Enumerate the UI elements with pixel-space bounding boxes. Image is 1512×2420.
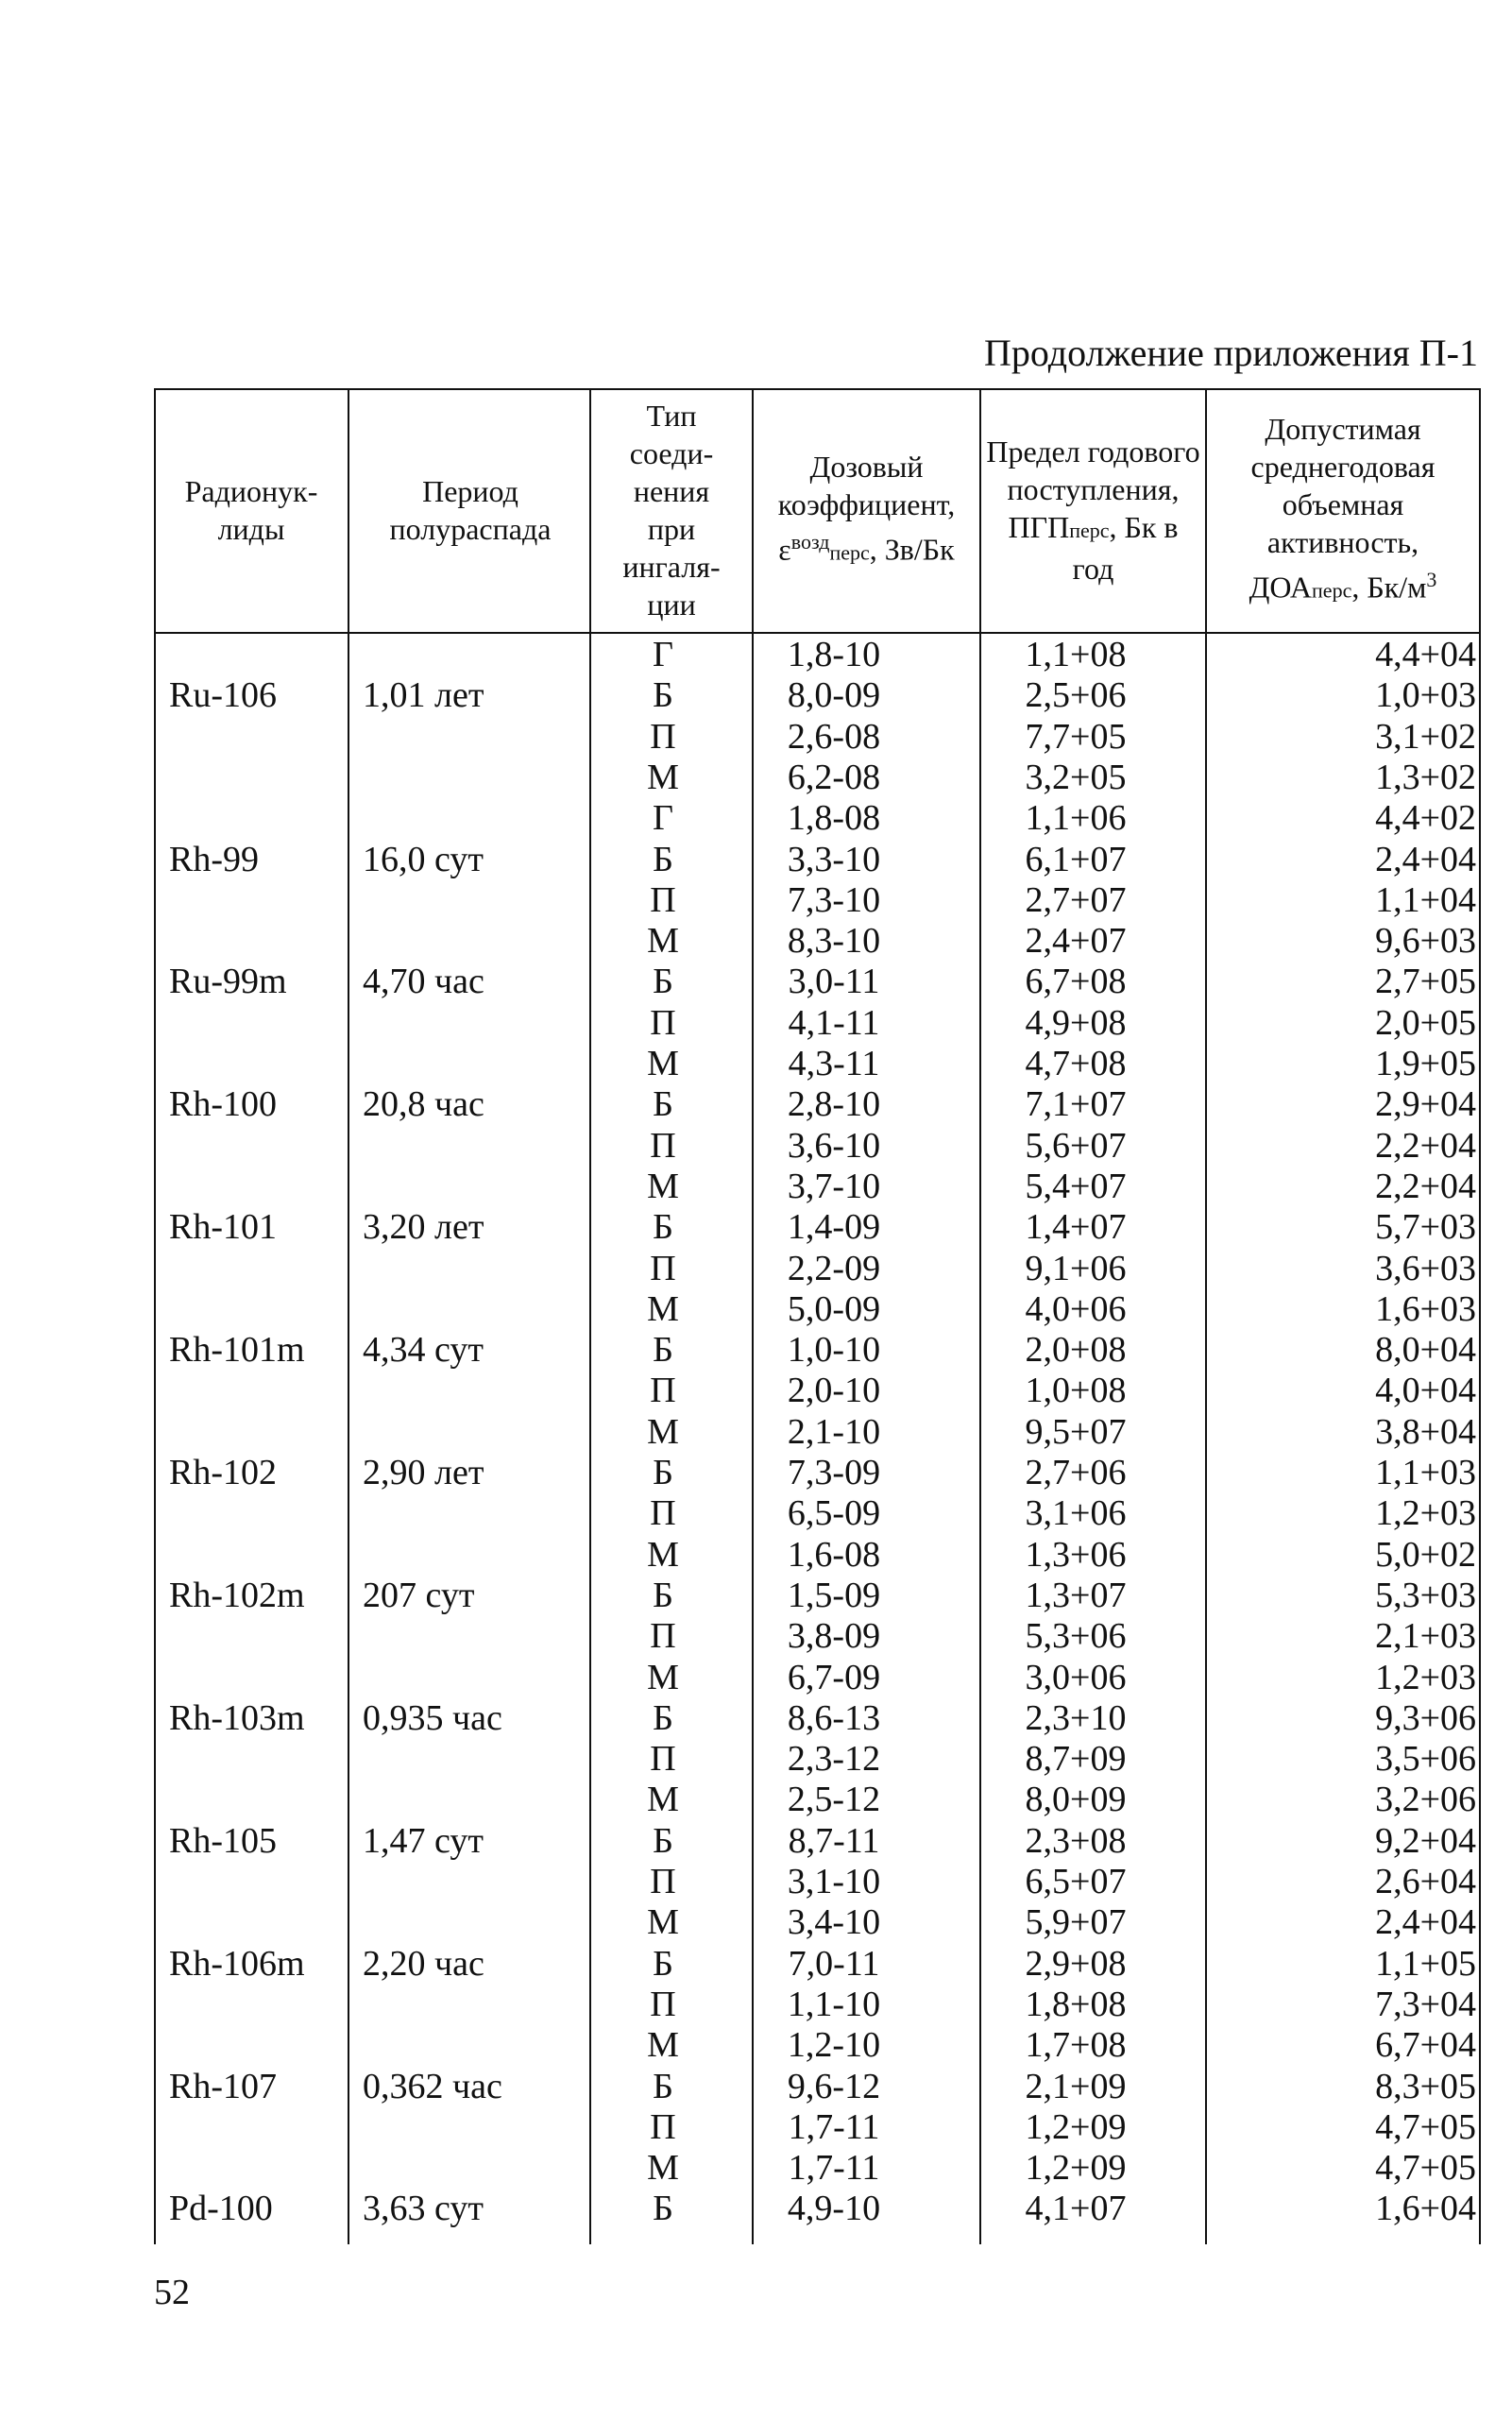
intake-limit-cell: 8,0+09	[1025, 1780, 1127, 1820]
intake-limit-cell: 1,8+08	[1025, 1984, 1127, 2024]
activity-cell: 1,1+03	[1375, 1453, 1476, 1492]
dose-coef-cell: 5,0-09	[787, 1288, 881, 1329]
dose-coef-cell: 1,6-08	[787, 1534, 881, 1575]
compound-type-cell: М	[647, 1780, 679, 1820]
header-intake-limit	[981, 388, 1205, 632]
activity-cell: 1,6+04	[1375, 2189, 1476, 2229]
table-row	[154, 1821, 1481, 1862]
table-row	[154, 1902, 1481, 1943]
intake-limit-cell: 1,1+08	[1025, 635, 1127, 674]
activity-cell: 1,3+02	[1375, 757, 1476, 797]
header-compound-type	[591, 388, 752, 632]
intake-limit-cell: 2,3+10	[1025, 1697, 1127, 1738]
dose-coef-cell: 2,6-08	[787, 716, 881, 757]
compound-type-cell: Б	[653, 1697, 673, 1738]
intake-limit-cell: 2,4+07	[1025, 921, 1127, 962]
table-row	[154, 1453, 1481, 1493]
activity-cell: 4,7+05	[1375, 2106, 1476, 2147]
activity-cell: 9,6+03	[1375, 921, 1476, 962]
half-life-cell: 0,362 час	[363, 2066, 502, 2106]
activity-cell: 5,7+03	[1375, 1207, 1476, 1248]
table-row	[154, 1944, 1481, 1985]
table-row	[154, 1739, 1481, 1780]
table-row	[154, 635, 1481, 675]
activity-cell: 5,0+02	[1375, 1534, 1476, 1575]
intake-limit-cell: 1,3+07	[1025, 1575, 1127, 1615]
nuclide-cell: Rh-103m	[169, 1697, 305, 1738]
intake-limit-cell: 9,5+07	[1025, 1411, 1127, 1452]
dose-coef-cell: 8,3-10	[787, 921, 881, 962]
appendix-caption: Продолжение приложения П-1	[983, 332, 1478, 374]
compound-type-cell: П	[650, 1248, 676, 1288]
dose-coef-cell: 1,8-08	[787, 798, 881, 839]
intake-limit-cell: 2,0+08	[1025, 1330, 1127, 1371]
half-life-cell: 3,20 лет	[363, 1207, 484, 1248]
intake-limit-cell: 1,3+06	[1025, 1534, 1127, 1575]
table-row	[154, 1371, 1481, 1411]
half-life-cell: 3,63 сут	[363, 2189, 484, 2229]
intake-limit-cell: 7,7+05	[1025, 716, 1127, 757]
header-nuclide-text: Радионук-лиды	[184, 474, 318, 546]
dose-coef-cell: 6,7-09	[787, 1657, 881, 1697]
compound-type-cell: П	[650, 1002, 676, 1043]
compound-type-cell: Б	[653, 1575, 673, 1615]
dose-coef-cell: 2,1-10	[787, 1411, 881, 1452]
nuclide-cell: Ru-99m	[169, 962, 287, 1002]
intake-limit-cell: 1,7+08	[1025, 2025, 1127, 2066]
compound-type-cell: П	[650, 1862, 676, 1901]
intake-limit-cell: 2,3+08	[1025, 1820, 1127, 1861]
dose-coef-cell: 1,0-10	[787, 1330, 881, 1371]
intake-limit-cell: 2,7+07	[1025, 879, 1127, 920]
dose-coef-cell: 2,3-12	[787, 1739, 881, 1780]
table-row	[154, 1698, 1481, 1739]
radionuclide-table	[154, 388, 1481, 2244]
table-row	[154, 1985, 1481, 2025]
nuclide-cell: Ru-106	[169, 675, 277, 716]
compound-type-cell: Б	[653, 1453, 673, 1492]
dose-coef-cell: 8,7-11	[788, 1820, 880, 1861]
table-row	[154, 675, 1481, 716]
intake-limit-cell: 5,6+07	[1025, 1125, 1127, 1166]
nuclide-cell: Rh-105	[169, 1820, 277, 1861]
intake-limit-cell: 4,9+08	[1025, 1002, 1127, 1043]
compound-type-cell: Б	[653, 1820, 673, 1861]
dose-coef-cell: 1,5-09	[787, 1575, 881, 1615]
activity-cell: 2,2+04	[1375, 1125, 1476, 1166]
compound-type-cell: П	[650, 1739, 676, 1780]
activity-cell: 2,2+04	[1375, 1166, 1476, 1206]
dose-coef-cell: 3,0-11	[788, 962, 880, 1002]
dose-coef-cell: 1,8-10	[787, 635, 881, 674]
table-row	[154, 1535, 1481, 1576]
compound-type-cell: Б	[653, 1943, 673, 1984]
intake-limit-cell: 1,4+07	[1025, 1207, 1127, 1248]
table-row	[154, 1862, 1481, 1902]
half-life-cell: 16,0 сут	[363, 839, 484, 879]
dose-coef-cell: 2,0-10	[787, 1371, 881, 1411]
intake-limit-cell: 5,4+07	[1025, 1166, 1127, 1206]
intake-limit-cell: 7,1+07	[1025, 1084, 1127, 1125]
table-row	[154, 840, 1481, 880]
half-life-cell: 2,20 час	[363, 1943, 484, 1984]
dose-coef-cell: 7,3-09	[787, 1453, 881, 1492]
table-row	[154, 1249, 1481, 1289]
table-row	[154, 1207, 1481, 1248]
activity-cell: 3,6+03	[1375, 1248, 1476, 1288]
compound-type-cell: Б	[653, 1207, 673, 1248]
header-dose-coef	[754, 388, 979, 632]
dose-coef-cell: 3,8-09	[787, 1616, 881, 1657]
intake-limit-cell: 2,9+08	[1025, 1943, 1127, 1984]
dose-coef-cell: 9,6-12	[787, 2066, 881, 2106]
compound-type-cell: П	[650, 879, 676, 920]
half-life-cell: 207 сут	[363, 1575, 475, 1615]
half-life-cell: 2,90 лет	[363, 1453, 484, 1492]
intake-limit-cell: 6,5+07	[1025, 1862, 1127, 1901]
compound-type-cell: М	[647, 921, 679, 962]
dose-coef-cell: 4,3-11	[788, 1044, 880, 1083]
header-dose-coef-unit: , Зв/Бк	[869, 532, 955, 567]
table-row	[154, 1493, 1481, 1534]
dose-coef-cell: 3,7-10	[787, 1166, 881, 1206]
intake-limit-cell: 5,3+06	[1025, 1616, 1127, 1657]
table-row	[154, 758, 1481, 798]
table-row	[154, 2107, 1481, 2148]
activity-cell: 2,7+05	[1375, 962, 1476, 1002]
compound-type-cell: М	[647, 1411, 679, 1452]
table-row	[154, 1126, 1481, 1167]
table-row	[154, 1330, 1481, 1371]
intake-limit-cell: 6,1+07	[1025, 839, 1127, 879]
intake-limit-cell: 4,1+07	[1025, 2189, 1127, 2229]
activity-cell: 4,4+04	[1375, 635, 1476, 674]
compound-type-cell: Г	[653, 635, 673, 674]
intake-limit-cell: 2,5+06	[1025, 675, 1127, 716]
activity-cell: 3,1+02	[1375, 716, 1476, 757]
compound-type-cell: М	[647, 1902, 679, 1943]
compound-type-cell: П	[650, 1125, 676, 1166]
page-number: 52	[154, 2273, 190, 2312]
activity-cell: 4,4+02	[1375, 798, 1476, 839]
table-row	[154, 717, 1481, 758]
dose-coef-cell: 8,0-09	[787, 675, 881, 716]
nuclide-cell: Rh-107	[169, 2066, 277, 2106]
intake-limit-cell: 2,1+09	[1025, 2066, 1127, 2106]
intake-limit-cell: 3,2+05	[1025, 757, 1127, 797]
table-row	[154, 1616, 1481, 1657]
nuclide-cell: Pd-100	[169, 2189, 273, 2229]
activity-cell: 1,0+03	[1375, 675, 1476, 716]
header-nuclide	[161, 388, 341, 632]
header-activity-text: Допустимая среднегодовая объемная активность, ДОА	[1249, 412, 1436, 605]
compound-type-cell: Б	[653, 1084, 673, 1125]
dose-coef-cell: 1,2-10	[787, 2025, 881, 2066]
dose-coef-cell: 7,3-10	[787, 879, 881, 920]
header-half-life	[357, 388, 584, 632]
compound-type-cell: Г	[653, 798, 673, 839]
table-row	[154, 2189, 1481, 2229]
header-dose-coef-sup: возд	[790, 530, 830, 554]
table-row	[154, 921, 1481, 962]
dose-coef-cell: 6,2-08	[787, 757, 881, 797]
intake-limit-cell: 1,2+09	[1025, 2148, 1127, 2189]
activity-cell: 1,1+04	[1375, 879, 1476, 920]
dose-coef-cell: 7,0-11	[788, 1943, 880, 1984]
compound-type-cell: П	[650, 1616, 676, 1657]
header-intake-limit-text: Предел годового поступления, ПГП	[986, 435, 1200, 544]
nuclide-cell: Rh-99	[169, 839, 259, 879]
nuclide-cell: Rh-100	[169, 1084, 277, 1125]
table-row	[154, 2148, 1481, 2189]
header-activity	[1207, 388, 1479, 632]
table-row	[154, 1658, 1481, 1698]
compound-type-cell: Б	[653, 1330, 673, 1371]
compound-type-cell: П	[650, 1371, 676, 1411]
table-row	[154, 1044, 1481, 1084]
intake-limit-cell: 1,1+06	[1025, 798, 1127, 839]
compound-type-cell: М	[647, 2025, 679, 2066]
activity-cell: 9,2+04	[1375, 1820, 1476, 1861]
header-activity-sub: перс	[1312, 578, 1352, 603]
dose-coef-cell: 1,1-10	[787, 1984, 881, 2024]
half-life-cell: 1,47 сут	[363, 1820, 484, 1861]
dose-coef-cell: 3,6-10	[787, 1125, 881, 1166]
compound-type-cell: М	[647, 1657, 679, 1697]
dose-coef-cell: 4,9-10	[787, 2189, 881, 2229]
compound-type-cell: М	[647, 757, 679, 797]
header-activity-sup: 3	[1426, 568, 1437, 592]
table-row	[154, 2025, 1481, 2066]
activity-cell: 1,6+03	[1375, 1288, 1476, 1329]
nuclide-cell: Rh-102m	[169, 1575, 305, 1615]
compound-type-cell: Б	[653, 2066, 673, 2106]
table-row	[154, 1412, 1481, 1453]
compound-type-cell: Б	[653, 2189, 673, 2229]
dose-coef-cell: 3,4-10	[787, 1902, 881, 1943]
activity-cell: 1,2+03	[1375, 1493, 1476, 1534]
header-compound-type-text: Тип соеди-нения при ингаля-ции	[622, 399, 721, 622]
compound-type-cell: Б	[653, 675, 673, 716]
dose-coef-cell: 6,5-09	[787, 1493, 881, 1534]
activity-cell: 2,0+05	[1375, 1002, 1476, 1043]
activity-cell: 7,3+04	[1375, 1984, 1476, 2024]
table-row	[154, 2067, 1481, 2107]
intake-limit-cell: 5,9+07	[1025, 1902, 1127, 1943]
header-divider	[154, 632, 1481, 634]
header-half-life-text: Период полураспада	[389, 474, 552, 546]
activity-cell: 4,0+04	[1375, 1371, 1476, 1411]
intake-limit-cell: 3,1+06	[1025, 1493, 1127, 1534]
table-row	[154, 1167, 1481, 1207]
activity-cell: 5,3+03	[1375, 1575, 1476, 1615]
compound-type-cell: М	[647, 1534, 679, 1575]
half-life-cell: 0,935 час	[363, 1697, 502, 1738]
half-life-cell: 20,8 час	[363, 1084, 484, 1125]
intake-limit-cell: 4,7+08	[1025, 1044, 1127, 1083]
table-row	[154, 962, 1481, 1002]
activity-cell: 2,4+04	[1375, 839, 1476, 879]
compound-type-cell: П	[650, 2106, 676, 2147]
intake-limit-cell: 3,0+06	[1025, 1657, 1127, 1697]
dose-coef-cell: 1,7-11	[788, 2106, 880, 2147]
header-dose-coef-sub: перс	[829, 540, 870, 565]
table-row	[154, 1084, 1481, 1125]
activity-cell: 8,0+04	[1375, 1330, 1476, 1371]
dose-coef-cell: 2,8-10	[787, 1084, 881, 1125]
compound-type-cell: Б	[653, 962, 673, 1002]
activity-cell: 8,3+05	[1375, 2066, 1476, 2106]
activity-cell: 3,8+04	[1375, 1411, 1476, 1452]
intake-limit-cell: 6,7+08	[1025, 962, 1127, 1002]
dose-coef-cell: 2,5-12	[787, 1780, 881, 1820]
intake-limit-cell: 9,1+06	[1025, 1248, 1127, 1288]
dose-coef-cell: 8,6-13	[787, 1697, 881, 1738]
activity-cell: 1,9+05	[1375, 1044, 1476, 1083]
nuclide-cell: Rh-101	[169, 1207, 277, 1248]
compound-type-cell: М	[647, 1288, 679, 1329]
activity-cell: 4,7+05	[1375, 2148, 1476, 2189]
header-dose-coef-text: Дозовый коэффициент, ε	[777, 450, 956, 567]
compound-type-cell: М	[647, 1166, 679, 1206]
activity-cell: 2,6+04	[1375, 1862, 1476, 1901]
nuclide-cell: Rh-101m	[169, 1330, 305, 1371]
dose-coef-cell: 3,1-10	[787, 1862, 881, 1901]
activity-cell: 1,2+03	[1375, 1657, 1476, 1697]
nuclide-cell: Rh-102	[169, 1453, 277, 1492]
activity-cell: 2,1+03	[1375, 1616, 1476, 1657]
half-life-cell: 4,34 сут	[363, 1330, 484, 1371]
activity-cell: 2,9+04	[1375, 1084, 1476, 1125]
half-life-cell: 1,01 лет	[363, 675, 484, 716]
activity-cell: 1,1+05	[1375, 1943, 1476, 1984]
half-life-cell: 4,70 час	[363, 962, 484, 1002]
dose-coef-cell: 1,4-09	[787, 1207, 881, 1248]
header-intake-limit-unit: , Бк в год	[1072, 510, 1179, 586]
table-row	[154, 798, 1481, 839]
intake-limit-cell: 1,0+08	[1025, 1371, 1127, 1411]
table-row	[154, 1780, 1481, 1820]
dose-coef-cell: 2,2-09	[787, 1248, 881, 1288]
compound-type-cell: М	[647, 1044, 679, 1083]
compound-type-cell: П	[650, 1984, 676, 2024]
activity-cell: 3,2+06	[1375, 1780, 1476, 1820]
dose-coef-cell: 3,3-10	[787, 839, 881, 879]
header-activity-unit: , Бк/м	[1351, 570, 1427, 605]
dose-coef-cell: 4,1-11	[788, 1002, 880, 1043]
table-row	[154, 1289, 1481, 1330]
table-row	[154, 880, 1481, 921]
activity-cell: 2,4+04	[1375, 1902, 1476, 1943]
nuclide-cell: Rh-106m	[169, 1943, 305, 1984]
intake-limit-cell: 2,7+06	[1025, 1453, 1127, 1492]
compound-type-cell: П	[650, 1493, 676, 1534]
intake-limit-cell: 8,7+09	[1025, 1739, 1127, 1780]
table-row	[154, 1003, 1481, 1044]
activity-cell: 3,5+06	[1375, 1739, 1476, 1780]
activity-cell: 6,7+04	[1375, 2025, 1476, 2066]
compound-type-cell: М	[647, 2148, 679, 2189]
table-row	[154, 1576, 1481, 1616]
dose-coef-cell: 1,7-11	[788, 2148, 880, 2189]
compound-type-cell: П	[650, 716, 676, 757]
header-intake-limit-sub: перс	[1069, 519, 1110, 542]
activity-cell: 9,3+06	[1375, 1697, 1476, 1738]
intake-limit-cell: 4,0+06	[1025, 1288, 1127, 1329]
intake-limit-cell: 1,2+09	[1025, 2106, 1127, 2147]
compound-type-cell: Б	[653, 839, 673, 879]
